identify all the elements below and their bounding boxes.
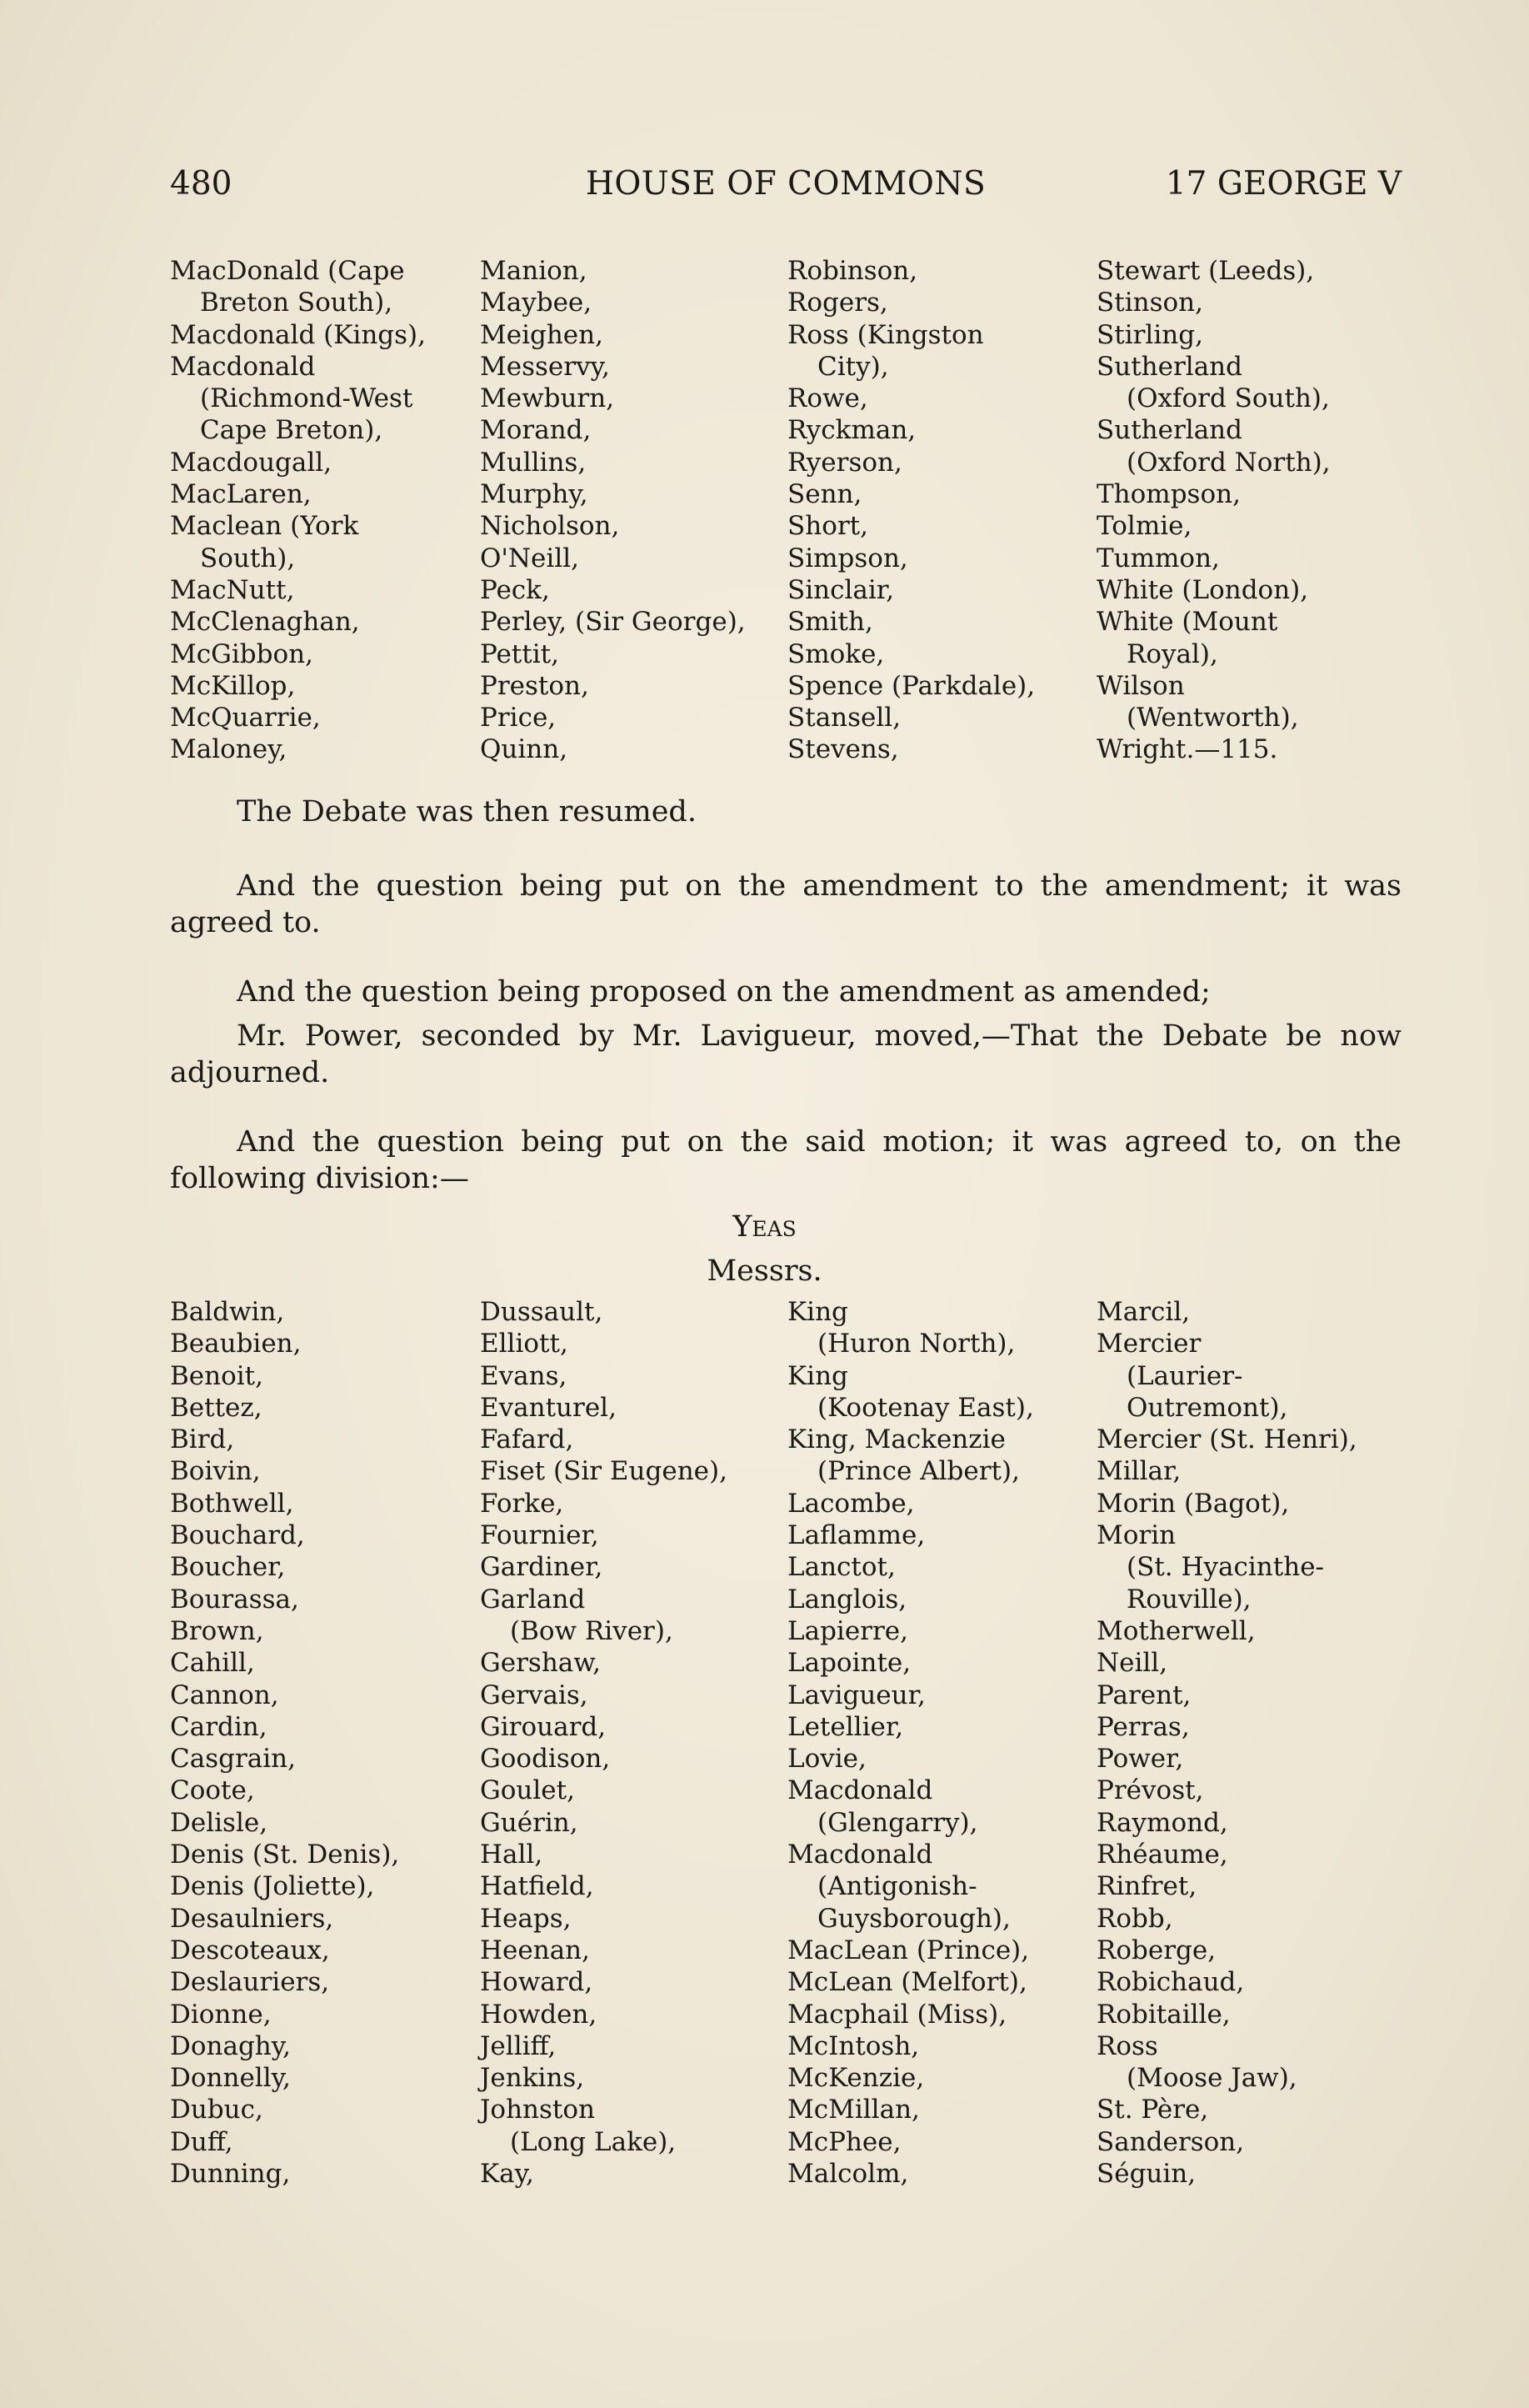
member-name: Stewart (Leeds), [1097, 256, 1315, 286]
nays-column-1 [170, 255, 495, 766]
paragraph-question-proposed: And the question being proposed on the amendment as amended; [237, 975, 1211, 1009]
member-name: McIntosh, [787, 2030, 920, 2061]
member-name-continuation: Outremont), [1127, 1392, 1288, 1423]
member-name: Tolmie, [1097, 511, 1192, 542]
member-name: Howden, [480, 1999, 597, 2030]
member-name: Rinfret, [1097, 1871, 1197, 1902]
member-name: Forke, [480, 1488, 564, 1519]
member-name: Morin [1097, 1520, 1177, 1551]
member-name: Denis (Joliette), [170, 1871, 375, 1902]
nays-column-3 [787, 255, 1112, 766]
member-name-continuation: Rouville), [1127, 1584, 1252, 1615]
member-name: Guérin, [480, 1807, 578, 1838]
member-name: Bird, [170, 1424, 235, 1455]
member-name: McKillop, [170, 670, 296, 701]
member-name: McQuarrie, [170, 703, 321, 733]
messrs-subheading: Messrs. [707, 1254, 822, 1288]
member-name-continuation: (Kootenay East), [817, 1392, 1034, 1423]
member-name: Stansell, [787, 703, 902, 733]
member-name: Meighen, [480, 319, 603, 350]
member-name: Lavigueur, [787, 1680, 926, 1710]
yeas-column-4 [1097, 1296, 1422, 2190]
paragraph-amendment-agreed: And the question being put on the amendment to the amendment; it was agreed to. [170, 869, 1402, 939]
member-name: White (London), [1097, 574, 1309, 605]
member-name: Maclean (York [170, 511, 359, 542]
member-name: Sinclair, [787, 574, 895, 605]
member-name: Wilson [1097, 670, 1185, 701]
member-name: Malcolm, [787, 2159, 909, 2190]
member-name: Prévost, [1097, 1775, 1204, 1806]
yeas-heading: Yeas [732, 1210, 797, 1244]
member-name: Dunning, [170, 2159, 291, 2190]
member-name: Howard, [480, 1967, 593, 1998]
member-name: Bourassa, [170, 1584, 299, 1615]
member-name: Stinson, [1097, 288, 1203, 318]
member-name: Lanctot, [787, 1552, 896, 1583]
member-name: Murphy, [480, 479, 588, 510]
member-name: McPhee, [787, 2126, 902, 2157]
nays-column-2 [480, 255, 805, 766]
member-name: Rowe, [787, 383, 868, 414]
member-name-continuation: (Moose Jaw), [1127, 2063, 1297, 2094]
member-name: Roberge, [1097, 1935, 1217, 1965]
member-name: Bouchard, [170, 1520, 305, 1551]
member-name: Robichaud, [1097, 1967, 1245, 1998]
member-name: Gardiner, [480, 1552, 603, 1583]
member-name: Rogers, [787, 288, 888, 318]
regnal-year: 17 GEORGE V [1165, 165, 1402, 203]
member-name: Stirling, [1097, 319, 1203, 350]
member-name: Preston, [480, 670, 589, 701]
member-name: Descoteaux, [170, 1935, 330, 1965]
member-name: Garland [480, 1584, 586, 1615]
member-name: Maybee, [480, 288, 592, 318]
member-name-continuation: (Laurier- [1127, 1360, 1243, 1391]
yeas-column-1 [170, 1296, 495, 2190]
member-name-continuation: Cape Breton), [200, 415, 383, 446]
member-name: Pettit, [480, 638, 559, 669]
member-name: Morin (Bagot), [1097, 1488, 1290, 1519]
member-name: Goulet, [480, 1775, 575, 1806]
member-name: Dussault, [480, 1297, 603, 1327]
member-name: King [787, 1360, 848, 1391]
member-name: Delisle, [170, 1807, 268, 1838]
member-name: Fournier, [480, 1520, 599, 1551]
page-number: 480 [170, 165, 232, 203]
member-name-continuation: Guysborough), [817, 1903, 1011, 1934]
member-name: Gershaw, [480, 1648, 601, 1679]
member-name: Coote, [170, 1775, 255, 1806]
member-name: Price, [480, 703, 557, 733]
member-name: McLean (Melfort), [787, 1967, 1027, 1998]
member-name: Macphail (Miss), [787, 1999, 1007, 2030]
paragraph-adjournment-motion: Mr. Power, seconded by Mr. Lavigueur, moved,—That the Debate be now adjourned. [170, 1019, 1402, 1089]
page-title: HOUSE OF COMMONS [585, 165, 987, 203]
member-name: Langlois, [787, 1584, 907, 1615]
member-name: Evanturel, [480, 1392, 617, 1423]
member-name: White (Mount [1097, 607, 1278, 638]
member-name: Gervais, [480, 1680, 588, 1710]
member-name: Simpson, [787, 543, 908, 573]
member-name: Morand, [480, 415, 592, 446]
member-name: Short, [787, 511, 868, 542]
member-name: O'Neill, [480, 543, 580, 573]
member-name: Maloney, [170, 734, 287, 765]
paragraph-debate-resumed: The Debate was then resumed. [237, 795, 697, 829]
member-name: Girouard, [480, 1711, 607, 1742]
member-name: Tummon, [1097, 543, 1220, 573]
member-name-continuation: (Oxford South), [1127, 383, 1330, 414]
member-name: Macdonald [787, 1775, 933, 1806]
member-name: Cahill, [170, 1648, 255, 1679]
member-name: Boivin, [170, 1456, 261, 1487]
member-name: Jenkins, [480, 2063, 585, 2094]
member-name: Smith, [787, 607, 873, 638]
nays-column-4 [1097, 255, 1422, 766]
member-name: Nicholson, [480, 511, 620, 542]
member-name: Messervy, [480, 351, 610, 382]
member-name-continuation: (Long Lake), [510, 2126, 677, 2157]
member-name: Hatfield, [480, 1871, 594, 1902]
member-name: Mullins, [480, 447, 587, 478]
member-name: Macdonald [170, 351, 316, 382]
member-name: Heaps, [480, 1903, 572, 1934]
member-name: Robitaille, [1097, 1999, 1231, 2030]
member-name: Sutherland [1097, 351, 1242, 382]
member-name: Spence (Parkdale), [787, 670, 1036, 701]
member-name: Sutherland [1097, 415, 1242, 446]
member-name: Desaulniers, [170, 1903, 334, 1934]
member-name: McGibbon, [170, 638, 313, 669]
member-name: MacNutt, [170, 574, 295, 605]
member-name: Lapointe, [787, 1648, 912, 1679]
member-name: Macdonald (Kings), [170, 319, 426, 350]
member-name-continuation: Breton South), [200, 288, 393, 318]
member-name: Laflamme, [787, 1520, 926, 1551]
member-name: Senn, [787, 479, 862, 510]
paragraph-division: And the question being put on the said motion; it was agreed to, on the following division:— [170, 1125, 1402, 1195]
member-name: Stevens, [787, 734, 899, 765]
member-name: Kay, [480, 2159, 534, 2190]
member-name: Lapierre, [787, 1615, 909, 1646]
member-name: Deslauriers, [170, 1967, 330, 1998]
member-name: Perras, [1097, 1711, 1190, 1742]
member-name: Millar, [1097, 1456, 1182, 1487]
member-name: Cannon, [170, 1680, 279, 1710]
member-name: Fiset (Sir Eugene), [480, 1456, 727, 1487]
member-name: Duff, [170, 2126, 233, 2157]
member-name-continuation: (Huron North), [817, 1329, 1016, 1359]
member-name: Hall, [480, 1840, 543, 1870]
member-name: Brown, [170, 1615, 264, 1646]
member-name: Rhéaume, [1097, 1840, 1228, 1870]
member-name: Motherwell, [1097, 1615, 1256, 1646]
member-name: Elliott, [480, 1329, 568, 1359]
member-name: Beaubien, [170, 1329, 302, 1359]
member-name: Ryerson, [787, 447, 902, 478]
member-name: Mercier (St. Henri), [1097, 1424, 1357, 1455]
member-name: Neill, [1097, 1648, 1168, 1679]
member-name: Donnelly, [170, 2063, 291, 2094]
member-name: Cardin, [170, 1711, 267, 1742]
member-name: Quinn, [480, 734, 568, 765]
member-name: Heenan, [480, 1935, 590, 1965]
member-name: McClenaghan, [170, 607, 360, 638]
member-name: Lacombe, [787, 1488, 915, 1519]
member-name: Mercier [1097, 1329, 1202, 1359]
member-name: Ross (Kingston [787, 319, 984, 350]
member-name: Lovie, [787, 1744, 867, 1775]
member-name: Thompson, [1097, 479, 1241, 510]
page-header [170, 163, 1402, 205]
member-name: Letellier, [787, 1711, 904, 1742]
member-name-continuation: (Prince Albert), [817, 1456, 1020, 1487]
member-name: Marcil, [1097, 1297, 1191, 1327]
member-name: Goodison, [480, 1744, 611, 1775]
member-name: Séguin, [1097, 2159, 1197, 2190]
member-name-continuation: (Bow River), [510, 1615, 673, 1646]
member-name: McMillan, [787, 2095, 920, 2125]
member-name: Benoit, [170, 1360, 263, 1391]
member-name: Baldwin, [170, 1297, 285, 1327]
member-name-continuation: Royal), [1127, 638, 1218, 669]
member-name: Fafard, [480, 1424, 574, 1455]
member-name: Boucher, [170, 1552, 286, 1583]
member-name: Denis (St. Denis), [170, 1840, 400, 1870]
member-name: Macdonald [787, 1840, 933, 1870]
member-name-continuation: (Glengarry), [817, 1807, 978, 1838]
member-name: Macdougall, [170, 447, 332, 478]
member-name: Power, [1097, 1744, 1184, 1775]
member-name-continuation: (St. Hyacinthe- [1127, 1552, 1325, 1583]
member-name: Donaghy, [170, 2030, 292, 2061]
yeas-column-3 [787, 1296, 1112, 2190]
member-name: MacDonald (Cape [170, 256, 405, 286]
member-name: MacLaren, [170, 479, 312, 510]
yeas-column-2 [480, 1296, 805, 2190]
member-name: MacLean (Prince), [787, 1935, 1030, 1965]
member-name: Raymond, [1097, 1807, 1228, 1838]
member-name: Robb, [1097, 1903, 1173, 1934]
member-name: Peck, [480, 574, 550, 605]
member-name: Ryckman, [787, 415, 917, 446]
member-name: Manion, [480, 256, 587, 286]
member-name: Bettez, [170, 1392, 262, 1423]
member-name: Smoke, [787, 638, 885, 669]
member-name-continuation: (Wentworth), [1127, 703, 1299, 733]
member-name: King, Mackenzie [787, 1424, 1006, 1455]
member-name: Johnston [480, 2095, 596, 2125]
member-name: Robinson, [787, 256, 918, 286]
member-name: King [787, 1297, 848, 1327]
member-name: Perley, (Sir George), [480, 607, 746, 638]
member-name: St. Père, [1097, 2095, 1209, 2125]
member-name: Parent, [1097, 1680, 1192, 1710]
member-name-continuation: South), [200, 543, 296, 573]
member-name-continuation: (Oxford North), [1127, 447, 1331, 478]
member-name: Evans, [480, 1360, 567, 1391]
member-name: Jelliff, [480, 2030, 557, 2061]
member-name: Dionne, [170, 1999, 272, 2030]
member-name-continuation: (Richmond-West [200, 383, 413, 414]
member-name-continuation: (Antigonish- [817, 1871, 977, 1902]
member-name: McKenzie, [787, 2063, 925, 2094]
member-name: Bothwell, [170, 1488, 294, 1519]
member-name: Casgrain, [170, 1744, 296, 1775]
member-name: Dubuc, [170, 2095, 263, 2125]
member-name: Mewburn, [480, 383, 615, 414]
member-name-continuation: City), [817, 351, 889, 382]
member-name: Ross [1097, 2030, 1158, 2061]
member-name: Sanderson, [1097, 2126, 1245, 2157]
member-name: Wright.—115. [1097, 734, 1278, 765]
